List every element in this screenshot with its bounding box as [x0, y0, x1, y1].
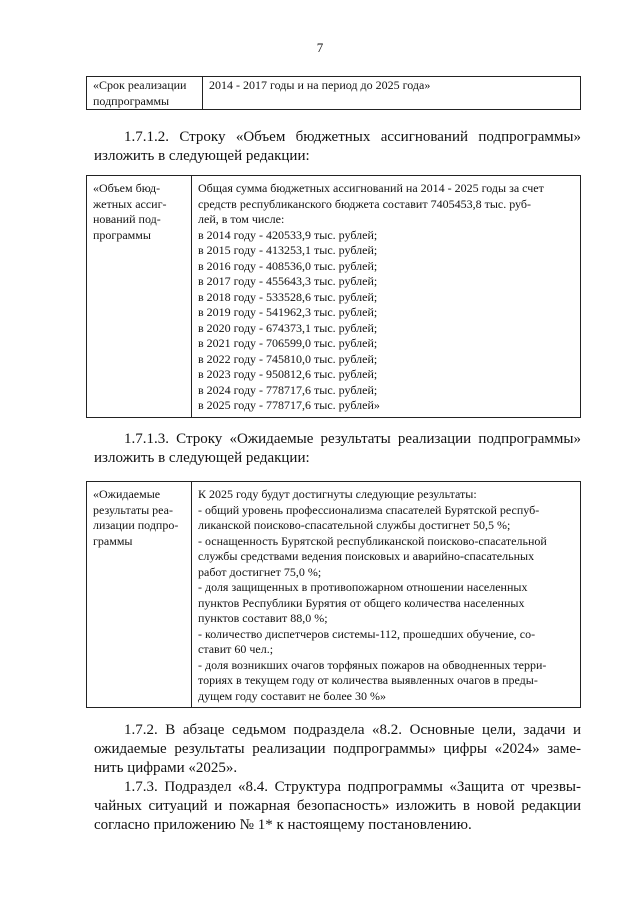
value-line: К 2025 году будут достигнуты следующие результаты:: [198, 487, 477, 501]
label-line: жетных ассиг-: [93, 196, 167, 211]
label-line: программы: [93, 227, 151, 242]
value-line: в 2014 году - 420533,9 тыс. рублей;: [198, 227, 378, 242]
paragraph-line: согласно приложению № 1* к настоящему постановлению.: [94, 817, 472, 833]
value-line: в 2023 году - 950812,6 тыс. рублей;: [198, 367, 378, 381]
budget-table: [86, 175, 581, 418]
label-line: «Ожидаемые: [93, 487, 161, 501]
value-line: в 2018 году - 533528,6 тыс. рублей;: [198, 289, 378, 304]
table-row: [87, 77, 581, 110]
paragraph-line: чайных ситуаций и пожарная безопасность» изложить в новой редакции: [94, 798, 581, 814]
table-row: [87, 482, 581, 708]
value-line: ставит 60 чел.;: [198, 642, 274, 656]
row-value-cell: [203, 77, 581, 110]
value-line: дущем году составит не более 30 %»: [198, 688, 386, 703]
label-line: «Объем бюд-: [93, 181, 161, 195]
row-value-cell: [192, 176, 581, 418]
value-line: ликанской поисково-спасательной службы достигнет 50,5 %;: [198, 518, 511, 532]
paragraph-line: нить цифрами «2025».: [94, 760, 238, 776]
label-line: лизации подпро-: [93, 518, 179, 532]
value-line: Общая сумма бюджетных ассигнований на 2014 - 2025 годы за счет: [198, 181, 544, 195]
paragraph-line: изложить в следующей редакции:: [94, 450, 310, 466]
paragraph-line: 1.7.3. Подраздел «8.4. Структура подпрограммы «Защита от чрезвы-: [124, 779, 581, 795]
paragraph-line: изложить в следующей редакции:: [94, 148, 310, 164]
label-line: «Срок реализации: [93, 78, 187, 92]
paragraph-line: 1.7.1.3. Строку «Ожидаемые результаты реализации подпрограммы»: [124, 431, 581, 447]
value-line: в 2016 году - 408536,0 тыс. рублей;: [198, 258, 378, 273]
value-line: в 2024 году - 778717,6 тыс. рублей;: [198, 382, 378, 397]
table-row: [87, 176, 581, 418]
period-table: [86, 76, 581, 110]
row-label-cell: [87, 482, 192, 708]
label-line: результаты реа-: [93, 502, 173, 517]
row-label-cell: [87, 77, 203, 110]
value-line: пунктов составит 88,0 %;: [198, 611, 328, 625]
value-line: в 2017 году - 455643,3 тыс. рублей;: [198, 274, 378, 288]
label-line: граммы: [93, 533, 133, 548]
label-line: подпрограммы: [93, 93, 170, 108]
paragraph-budget-row: [94, 128, 581, 166]
value-line: - оснащенность Бурятской республиканской поисково-спасательной: [198, 533, 547, 548]
value-line: ториях в текущем году от количества выявленных очагов в преды-: [198, 673, 538, 687]
value-line: лей, в том числе:: [198, 212, 285, 226]
value-line: - доля защищенных в противопожарном отношении населенных: [198, 580, 528, 594]
value-line: пунктов Республики Бурятия от общего количества населенных: [198, 595, 525, 610]
paragraph-line: 1.7.1.2. Строку «Объем бюджетных ассигнований подпрограммы»: [124, 129, 581, 145]
value-line: средств республиканского бюджета составит 7405453,8 тыс. руб-: [198, 196, 531, 211]
label-line: нований под-: [93, 212, 161, 226]
paragraph-line: ожидаемые результаты реализации подпрограммы» цифры «2024» заме-: [94, 741, 581, 757]
value-line: в 2020 году - 674373,1 тыс. рублей;: [198, 320, 378, 335]
value-line: в 2021 году - 706599,0 тыс. рублей;: [198, 336, 378, 350]
value-line: в 2015 году - 413253,1 тыс. рублей;: [198, 243, 378, 257]
row-label-cell: [87, 176, 192, 418]
results-table: [86, 481, 581, 708]
value-line: - общий уровень профессионализма спасателей Бурятской респуб-: [198, 502, 540, 517]
value-line: в 2022 году - 745810,0 тыс. рублей;: [198, 351, 378, 366]
value-line: службы средствами ведения поисковых и аварийно-спасательных: [198, 549, 535, 563]
page-number: 7: [316, 40, 324, 55]
value-line: в 2025 году - 778717,6 тыс. рублей»: [198, 398, 380, 412]
value-text: 2014 - 2017 годы и на период до 2025 года»: [209, 78, 431, 92]
paragraph-line: 1.7.2. В абзаце седьмом подраздела «8.2. Основные цели, задачи и: [124, 722, 581, 738]
paragraph-amend-8-4: [94, 778, 581, 835]
paragraph-results-row: [94, 430, 581, 468]
value-line: работ достигнет 75,0 %;: [198, 564, 322, 579]
row-value-cell: [192, 482, 581, 708]
value-line: - доля возникших очагов торфяных пожаров на обводненных терри-: [198, 657, 547, 672]
value-line: - количество диспетчеров системы-112, прошедших обучение, со-: [198, 626, 536, 641]
value-line: в 2019 году - 541962,3 тыс. рублей;: [198, 305, 378, 319]
paragraph-amend-8-2: [94, 721, 581, 778]
